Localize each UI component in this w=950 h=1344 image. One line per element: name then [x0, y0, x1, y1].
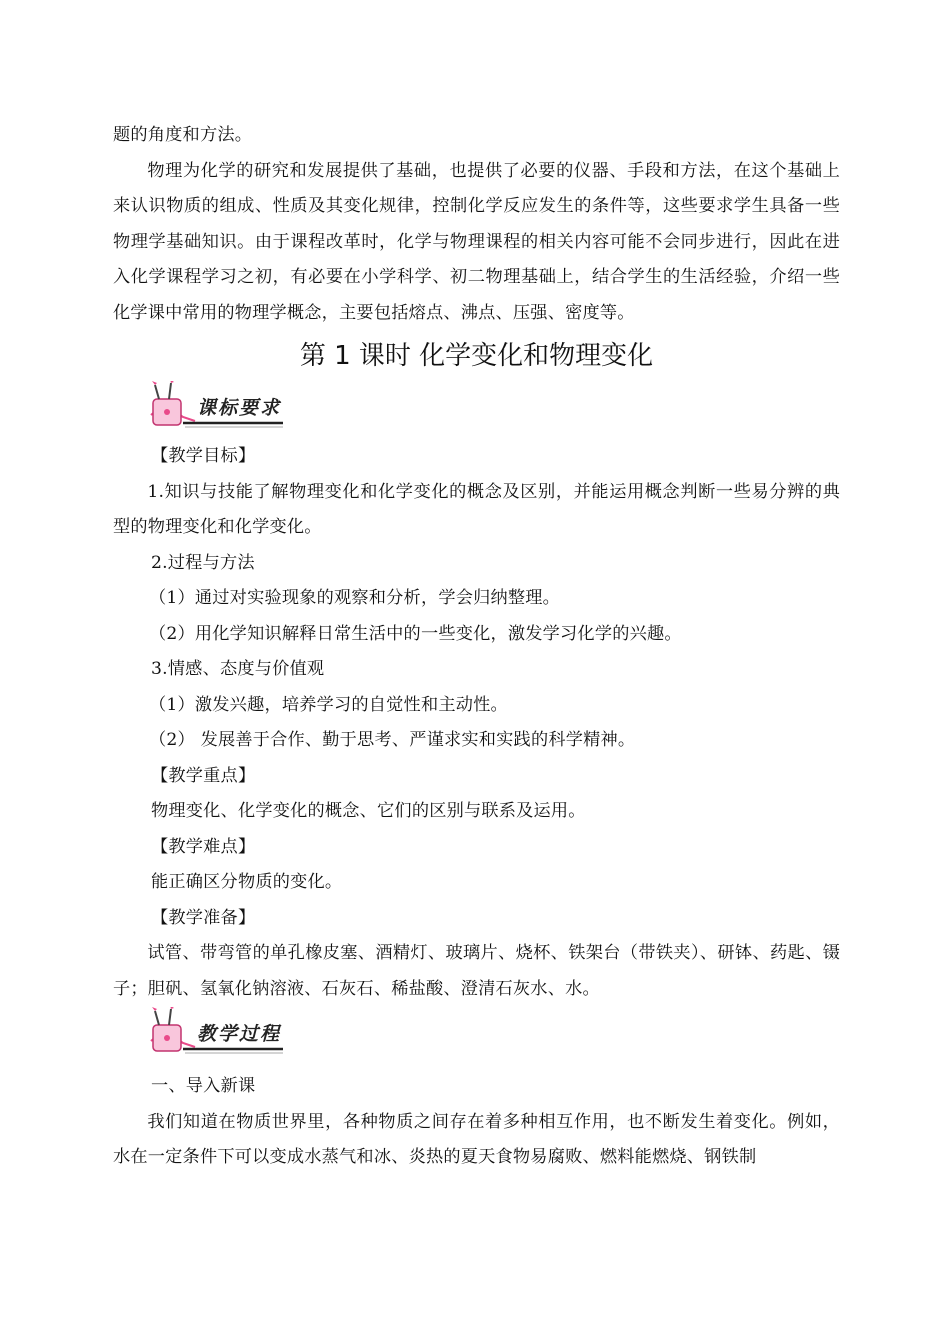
intro-text: 我们知道在物质世界里，各种物质之间存在着多种相互作用，也不断发生着变化。例如，水在一定条件下可以变成水蒸气和冰、炎热的夏天食物易腐败、燃料能燃烧、钢铁制	[113, 1111, 840, 1167]
section-badge-standards	[143, 381, 403, 433]
goal-2-1: （1）通过对实验现象的观察和分析，学会归纳整理。	[149, 588, 561, 608]
prep-heading: 【教学准备】	[151, 907, 256, 928]
goal-1: 1.知识与技能了解物理变化和化学变化的概念及区别，并能运用概念判断一些易分辨的典型的物理变化和化学变化。	[113, 481, 840, 537]
prep-text: 试管、带弯管的单孔橡皮塞、酒精灯、玻璃片、烧杯、铁架台（带铁夹）、研钵、药匙、镊子；胆矾、氢氧化钠溶液、石灰石、稀盐酸、澄清石灰水、水。	[113, 943, 840, 999]
lesson-title: 第 1 课时 化学变化和物理变化	[299, 341, 654, 371]
document-page	[113, 118, 840, 1176]
goals-heading: 【教学目标】	[151, 446, 256, 466]
intro-continuation: 题的角度和方法。	[113, 125, 253, 145]
goal-3: 3.情感、态度与价值观	[151, 659, 325, 679]
intro-heading: 一、导入新课	[151, 1076, 256, 1096]
intro-paragraph: 物理为化学的研究和发展提供了基础，也提供了必要的仪器、手段和方法，在这个基础上来认识物质的组成、性质及其变化规律，控制化学反应发生的条件等，这些要求学生具备一些物理学基础知识。由于课程改革时，化学与物理课程的相关内容可能不会同步进行，因此在进入化学课程学习之初，有必要在小学科学、初二物理基础上，结合学生的生活经验，介绍一些化学课中常用的物理学概念，主要包括熔点、沸点、压强、密度等。	[113, 160, 840, 323]
badge-label: 课标要求	[197, 397, 282, 419]
badge-label: 教学过程	[197, 1023, 282, 1045]
difficulty-text: 能正确区分物质的变化。	[151, 872, 343, 892]
key-heading: 【教学重点】	[151, 765, 256, 786]
section-badge-process	[143, 1007, 403, 1059]
difficulty-heading: 【教学难点】	[151, 836, 256, 857]
goal-3-2: （2） 发展善于合作、勤于思考、严谨求实和实践的科学精神。	[149, 730, 636, 750]
goal-2: 2.过程与方法	[151, 552, 255, 573]
goal-3-1: （1）激发兴趣，培养学习的自觉性和主动性。	[149, 694, 508, 715]
key-text: 物理变化、化学变化的概念、它们的区别与联系及运用。	[151, 801, 586, 821]
goal-2-2: （2）用化学知识解释日常生活中的一些变化，激发学习化学的兴趣。	[149, 623, 682, 644]
